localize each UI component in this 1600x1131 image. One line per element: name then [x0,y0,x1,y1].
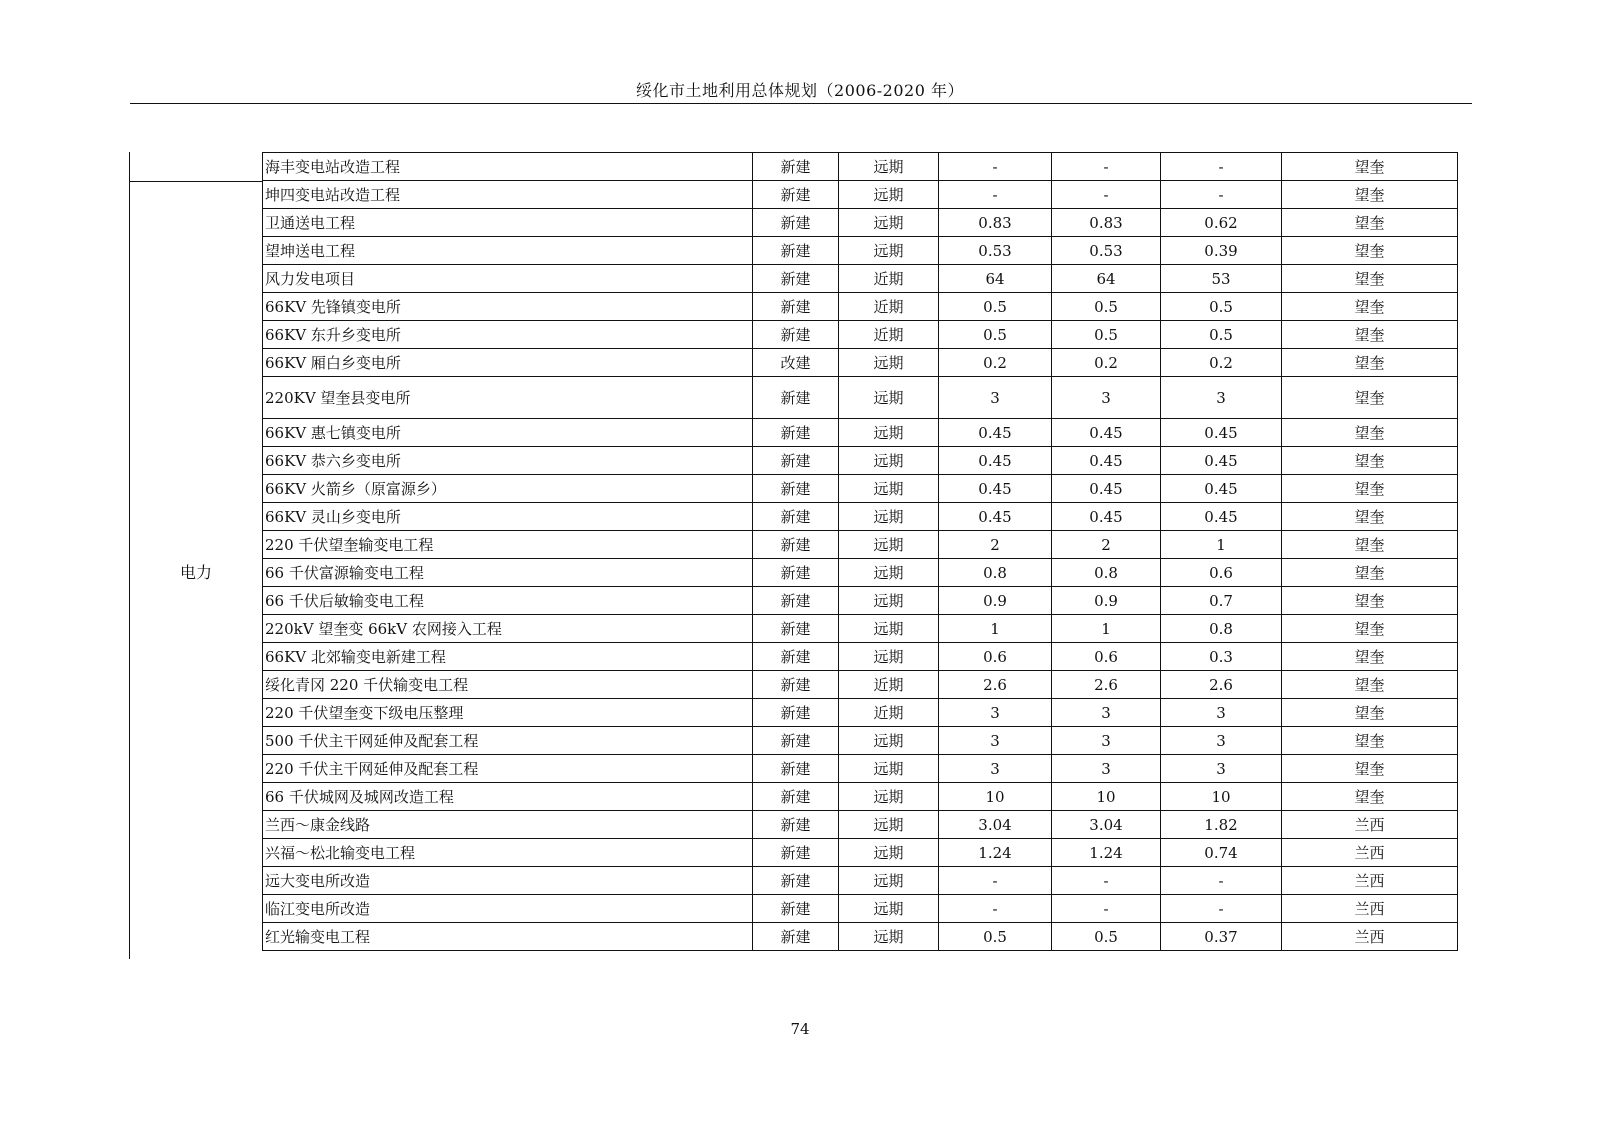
table-row [263,839,1458,867]
period-cell: 远期 [839,419,939,447]
value1-cell: 3 [939,699,1052,727]
value2-cell: - [1052,181,1161,209]
period-cell: 远期 [839,615,939,643]
table-row [263,419,1458,447]
construction-type-cell: 新建 [753,181,839,209]
value3-cell: 3 [1161,377,1282,419]
table-row [263,265,1458,293]
value1-cell: 3.04 [939,811,1052,839]
construction-type-cell: 新建 [753,559,839,587]
page-header-title: 绥化市土地利用总体规划（2006-2020 年） [636,81,964,100]
value3-cell: 3 [1161,755,1282,783]
table-row [263,531,1458,559]
construction-type-cell: 新建 [753,475,839,503]
value2-cell: - [1052,867,1161,895]
value1-cell: 1 [939,615,1052,643]
value2-cell: 3 [1052,755,1161,783]
project-name-cell: 66KV 恭六乡变电所 [263,447,753,475]
location-cell: 望奎 [1282,237,1458,265]
project-name-cell: 66 千伏富源输变电工程 [263,559,753,587]
construction-type-cell: 新建 [753,293,839,321]
value1-cell: 10 [939,783,1052,811]
period-cell: 远期 [839,895,939,923]
value2-cell: 0.9 [1052,587,1161,615]
construction-type-cell: 新建 [753,377,839,419]
project-name-cell: 风力发电项目 [263,265,753,293]
construction-type-cell: 新建 [753,895,839,923]
category-column-left-border [129,152,130,959]
period-cell: 远期 [839,755,939,783]
table-row [263,783,1458,811]
period-cell: 远期 [839,209,939,237]
value3-cell: 0.45 [1161,475,1282,503]
construction-type-cell: 新建 [753,447,839,475]
construction-type-cell: 新建 [753,265,839,293]
project-name-cell: 66KV 东升乡变电所 [263,321,753,349]
period-cell: 远期 [839,237,939,265]
period-cell: 近期 [839,671,939,699]
project-name-cell: 66KV 惠七镇变电所 [263,419,753,447]
value1-cell: 0.5 [939,923,1052,951]
location-cell: 望奎 [1282,783,1458,811]
period-cell: 远期 [839,447,939,475]
location-cell: 望奎 [1282,447,1458,475]
project-name-cell: 66KV 厢白乡变电所 [263,349,753,377]
location-cell: 兰西 [1282,895,1458,923]
period-cell: 远期 [839,153,939,181]
value3-cell: 0.7 [1161,587,1282,615]
location-cell: 望奎 [1282,153,1458,181]
table-row [263,755,1458,783]
value1-cell: 64 [939,265,1052,293]
value2-cell: 0.45 [1052,503,1161,531]
value3-cell: 0.37 [1161,923,1282,951]
period-cell: 远期 [839,727,939,755]
value2-cell: 0.8 [1052,559,1161,587]
value1-cell: 0.5 [939,321,1052,349]
construction-type-cell: 新建 [753,699,839,727]
table-row [263,671,1458,699]
value2-cell: 0.5 [1052,321,1161,349]
table-row [263,503,1458,531]
table-row [263,923,1458,951]
table-row [263,321,1458,349]
construction-type-cell: 新建 [753,419,839,447]
value1-cell: 0.45 [939,475,1052,503]
location-cell: 望奎 [1282,671,1458,699]
value3-cell: - [1161,153,1282,181]
value2-cell: 0.6 [1052,643,1161,671]
period-cell: 远期 [839,475,939,503]
value1-cell: 3 [939,755,1052,783]
value3-cell: 0.5 [1161,293,1282,321]
value2-cell: 2.6 [1052,671,1161,699]
period-cell: 近期 [839,699,939,727]
location-cell: 望奎 [1282,643,1458,671]
value3-cell: 3 [1161,727,1282,755]
construction-type-cell: 新建 [753,671,839,699]
project-name-cell: 66 千伏后敏输变电工程 [263,587,753,615]
location-cell: 望奎 [1282,377,1458,419]
table-row [263,727,1458,755]
value2-cell: - [1052,153,1161,181]
table-row [263,699,1458,727]
table-row [263,615,1458,643]
construction-type-cell: 新建 [753,587,839,615]
table-row [263,153,1458,181]
construction-type-cell: 新建 [753,727,839,755]
value1-cell: 0.9 [939,587,1052,615]
table-row [263,237,1458,265]
project-name-cell: 坤四变电站改造工程 [263,181,753,209]
location-cell: 望奎 [1282,419,1458,447]
value3-cell: 0.2 [1161,349,1282,377]
project-name-cell: 兰西～康金线路 [263,811,753,839]
value1-cell: 0.2 [939,349,1052,377]
location-cell: 望奎 [1282,615,1458,643]
table-row [263,587,1458,615]
value2-cell: 3 [1052,727,1161,755]
construction-type-cell: 新建 [753,783,839,811]
page-number: 74 [790,1020,810,1038]
value1-cell: 0.5 [939,293,1052,321]
construction-type-cell: 新建 [753,811,839,839]
location-cell: 望奎 [1282,503,1458,531]
value2-cell: 2 [1052,531,1161,559]
construction-type-cell: 新建 [753,755,839,783]
table-row [263,377,1458,419]
value1-cell: 0.6 [939,643,1052,671]
value2-cell: 3 [1052,699,1161,727]
value2-cell: 1 [1052,615,1161,643]
construction-type-cell: 新建 [753,839,839,867]
location-cell: 望奎 [1282,755,1458,783]
construction-type-cell: 新建 [753,237,839,265]
period-cell: 远期 [839,559,939,587]
location-cell: 望奎 [1282,531,1458,559]
value2-cell: 0.5 [1052,923,1161,951]
location-cell: 兰西 [1282,839,1458,867]
location-cell: 望奎 [1282,349,1458,377]
table-row [263,293,1458,321]
construction-type-cell: 新建 [753,153,839,181]
project-name-cell: 卫通送电工程 [263,209,753,237]
value2-cell: 0.2 [1052,349,1161,377]
value2-cell: 1.24 [1052,839,1161,867]
project-name-cell: 220 千伏主干网延伸及配套工程 [263,755,753,783]
value3-cell: 2.6 [1161,671,1282,699]
value3-cell: 10 [1161,783,1282,811]
period-cell: 远期 [839,377,939,419]
value2-cell: 0.45 [1052,447,1161,475]
construction-type-cell: 新建 [753,867,839,895]
project-name-cell: 220 千伏望奎变下级电压整理 [263,699,753,727]
project-name-cell: 绥化青冈 220 千伏输变电工程 [263,671,753,699]
value1-cell: 2 [939,531,1052,559]
value3-cell: 0.5 [1161,321,1282,349]
period-cell: 远期 [839,923,939,951]
project-name-cell: 66KV 北郊输变电新建工程 [263,643,753,671]
project-name-cell: 66KV 火箭乡（原富源乡） [263,475,753,503]
value1-cell: 3 [939,377,1052,419]
value3-cell: 1.82 [1161,811,1282,839]
value1-cell: 1.24 [939,839,1052,867]
period-cell: 远期 [839,181,939,209]
value2-cell: 0.5 [1052,293,1161,321]
value2-cell: - [1052,895,1161,923]
project-name-cell: 220kV 望奎变 66kV 农网接入工程 [263,615,753,643]
category-label: 电力 [179,563,212,582]
table-row [263,643,1458,671]
location-cell: 兰西 [1282,867,1458,895]
location-cell: 望奎 [1282,321,1458,349]
table-row [263,447,1458,475]
value2-cell: 0.83 [1052,209,1161,237]
location-cell: 望奎 [1282,587,1458,615]
location-cell: 望奎 [1282,727,1458,755]
location-cell: 望奎 [1282,559,1458,587]
table-row [263,349,1458,377]
value1-cell: - [939,181,1052,209]
construction-type-cell: 新建 [753,923,839,951]
value1-cell: 0.8 [939,559,1052,587]
location-cell: 望奎 [1282,293,1458,321]
table-body [263,153,1458,951]
value3-cell: 3 [1161,699,1282,727]
value2-cell: 0.45 [1052,475,1161,503]
period-cell: 远期 [839,783,939,811]
value1-cell: 3 [939,727,1052,755]
period-cell: 远期 [839,811,939,839]
period-cell: 远期 [839,867,939,895]
project-name-cell: 500 千伏主干网延伸及配套工程 [263,727,753,755]
project-name-cell: 海丰变电站改造工程 [263,153,753,181]
location-cell: 望奎 [1282,265,1458,293]
period-cell: 远期 [839,503,939,531]
location-cell: 望奎 [1282,181,1458,209]
table-row [263,895,1458,923]
value2-cell: 10 [1052,783,1161,811]
category-divider [129,181,262,182]
value1-cell: - [939,895,1052,923]
table-row [263,181,1458,209]
value1-cell: 0.83 [939,209,1052,237]
table-row [263,559,1458,587]
value2-cell: 0.53 [1052,237,1161,265]
construction-type-cell: 新建 [753,321,839,349]
value3-cell: 0.74 [1161,839,1282,867]
location-cell: 兰西 [1282,923,1458,951]
construction-type-cell: 新建 [753,503,839,531]
project-name-cell: 220KV 望奎县变电所 [263,377,753,419]
period-cell: 远期 [839,587,939,615]
value3-cell: - [1161,895,1282,923]
location-cell: 望奎 [1282,475,1458,503]
value2-cell: 64 [1052,265,1161,293]
table-row [263,475,1458,503]
project-name-cell: 兴福～松北输变电工程 [263,839,753,867]
construction-type-cell: 新建 [753,209,839,237]
construction-type-cell: 新建 [753,643,839,671]
construction-type-cell: 改建 [753,349,839,377]
value2-cell: 0.45 [1052,419,1161,447]
location-cell: 望奎 [1282,209,1458,237]
value1-cell: 0.53 [939,237,1052,265]
location-cell: 望奎 [1282,699,1458,727]
period-cell: 远期 [839,349,939,377]
table-row [263,811,1458,839]
value1-cell: - [939,867,1052,895]
period-cell: 远期 [839,531,939,559]
value3-cell: 0.45 [1161,447,1282,475]
project-table [262,152,1458,951]
value3-cell: - [1161,181,1282,209]
period-cell: 近期 [839,265,939,293]
value2-cell: 3 [1052,377,1161,419]
value1-cell: 0.45 [939,447,1052,475]
value3-cell: - [1161,867,1282,895]
value2-cell: 3.04 [1052,811,1161,839]
project-name-cell: 66KV 先锋镇变电所 [263,293,753,321]
value1-cell: 0.45 [939,503,1052,531]
project-name-cell: 临江变电所改造 [263,895,753,923]
value1-cell: 0.45 [939,419,1052,447]
value3-cell: 0.45 [1161,503,1282,531]
table-row [263,209,1458,237]
project-name-cell: 66 千伏城网及城网改造工程 [263,783,753,811]
header-rule [130,103,1472,104]
value3-cell: 0.45 [1161,419,1282,447]
value3-cell: 0.62 [1161,209,1282,237]
construction-type-cell: 新建 [753,615,839,643]
project-name-cell: 66KV 灵山乡变电所 [263,503,753,531]
value1-cell: 2.6 [939,671,1052,699]
construction-type-cell: 新建 [753,531,839,559]
project-name-cell: 红光输变电工程 [263,923,753,951]
value3-cell: 0.8 [1161,615,1282,643]
project-name-cell: 远大变电所改造 [263,867,753,895]
value3-cell: 0.6 [1161,559,1282,587]
value3-cell: 0.39 [1161,237,1282,265]
table-row [263,867,1458,895]
period-cell: 远期 [839,643,939,671]
value3-cell: 0.3 [1161,643,1282,671]
period-cell: 近期 [839,293,939,321]
value3-cell: 53 [1161,265,1282,293]
period-cell: 近期 [839,321,939,349]
value1-cell: - [939,153,1052,181]
value3-cell: 1 [1161,531,1282,559]
project-name-cell: 望坤送电工程 [263,237,753,265]
period-cell: 远期 [839,839,939,867]
location-cell: 兰西 [1282,811,1458,839]
project-name-cell: 220 千伏望奎输变电工程 [263,531,753,559]
